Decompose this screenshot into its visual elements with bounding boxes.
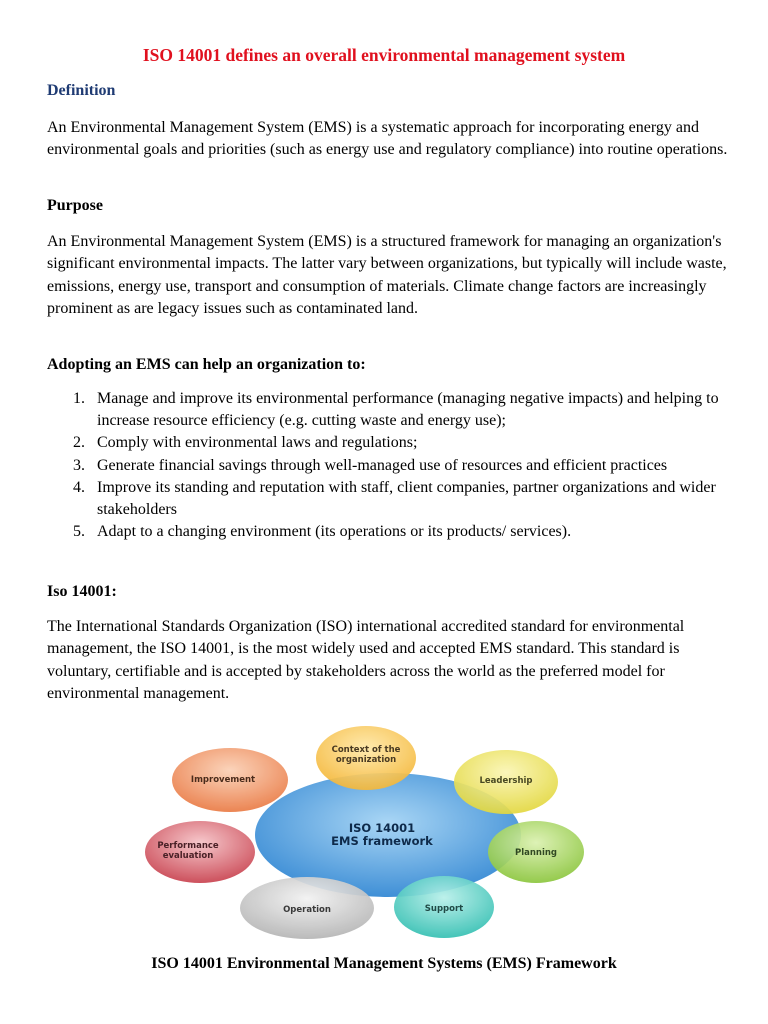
ems-framework-diagram bbox=[130, 722, 630, 944]
center-label-line1: ISO 14001 bbox=[348, 821, 416, 835]
list-item: 1. Manage and improve its environmental performance (managing negative impacts) and helping to increase resource efficiency (e.g. cutting waste and energy use); bbox=[73, 390, 719, 430]
diagram-node-context bbox=[316, 726, 416, 790]
benefits-list bbox=[47, 388, 737, 543]
list-item: 4. Improve its standing and reputation with staff, client companies, partner organizations and wider stakeholders bbox=[73, 478, 716, 519]
definition-text: An Environmental Management System (EMS) is a systematic approach for incorporating energy and environmental goals and priorities (such as energy use and regulatory compliance) into routine operations. bbox=[47, 119, 728, 159]
list-item: 3. Generate financial savings through well-managed use of resources and efficient practices bbox=[73, 456, 668, 474]
list-item: 5. Adapt to a changing environment (its operations or its products/ services). bbox=[73, 523, 572, 541]
diagram-node-support bbox=[394, 876, 494, 938]
page-title: ISO 14001 defines an overall environmental management system bbox=[142, 45, 626, 65]
adopting-heading: Adopting an EMS can help an organization to: bbox=[47, 356, 366, 373]
svg-text:Planning: Planning bbox=[514, 848, 558, 858]
diagram-node-operation bbox=[240, 877, 374, 939]
definition-heading: Definition bbox=[47, 82, 116, 99]
svg-text:organization: organization bbox=[335, 755, 397, 765]
diagram-node-performance bbox=[145, 821, 255, 883]
svg-text:Context of the: Context of the bbox=[331, 745, 401, 755]
diagram-caption: ISO 14001 Environmental Management Systems (EMS) Framework bbox=[151, 955, 617, 972]
diagram-node-improvement bbox=[172, 748, 288, 812]
svg-text:Operation: Operation bbox=[283, 905, 331, 915]
purpose-text: An Environmental Management System (EMS) is a structured framework for managing an organization's significant environmental impacts. The latter vary between organizations, but typically will include waste, emissions, energy use, transport and consumption of materials. Climate change factors are increasingly prominent as are legacy issues such as contaminated land. bbox=[47, 233, 727, 318]
diagram-node-leadership bbox=[454, 750, 558, 814]
diagram-node-planning bbox=[488, 821, 584, 883]
svg-text:evaluation: evaluation bbox=[162, 851, 214, 861]
purpose-heading: Purpose bbox=[47, 197, 103, 214]
svg-text:Improvement: Improvement bbox=[190, 775, 256, 785]
center-label-line2: EMS framework bbox=[331, 834, 433, 848]
svg-text:Support: Support bbox=[424, 904, 464, 914]
iso-text: The International Standards Organization (ISO) international accredited standard for environmental management, the ISO 14001, is the most widely used and accepted EMS standard. This standard is voluntary, certifiable and is accepted by stakeholders across the world as the preferred model for environmental management. bbox=[47, 618, 685, 703]
svg-text:Performance: Performance bbox=[157, 841, 219, 851]
iso-heading: Iso 14001: bbox=[47, 583, 117, 600]
svg-text:Leadership: Leadership bbox=[479, 776, 533, 786]
list-item: 2. Comply with environmental laws and regulations; bbox=[73, 434, 418, 452]
